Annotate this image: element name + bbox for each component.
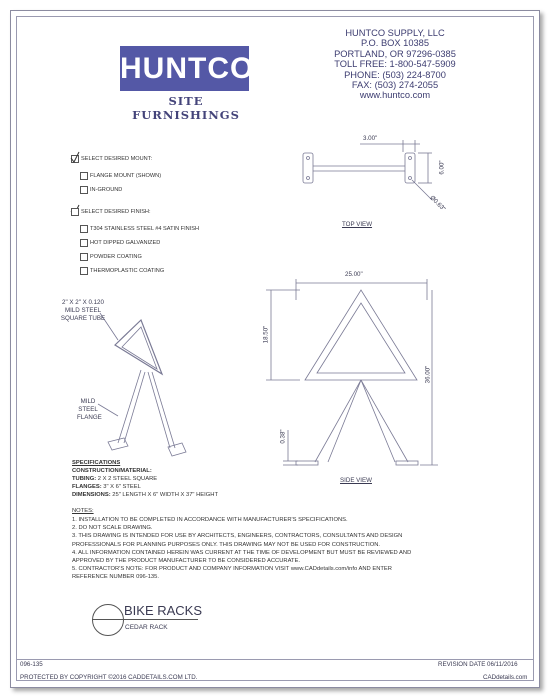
note-line: PROFESSIONALS FOR PLANNING PURPOSES ONLY. THIS DRAWING MAY NOT BE USED FOR CONSTRUCTION.: [72, 541, 381, 548]
title-underline: [122, 619, 198, 620]
drawing-subtitle: CEDAR RACK: [125, 624, 168, 631]
drawing-reference: 096-135: [20, 661, 43, 668]
spec-value: 3" X 6" STEEL: [103, 484, 141, 490]
company-pobox: P.O. BOX 10385: [360, 38, 430, 49]
company-city: PORTLAND, OR 97296-0385: [334, 48, 456, 59]
mount-heading: SELECT DESIRED MOUNT:: [81, 156, 153, 162]
top-view-width-dim: 3.00": [363, 135, 378, 142]
finish-heading: SELECT DESIRED FINISH:: [81, 209, 151, 215]
flange-callout-line: MILD: [80, 398, 96, 405]
mount-option-label: IN-GROUND: [90, 187, 123, 193]
spec-key: DIMENSIONS:: [72, 492, 111, 498]
top-view-drawing: [303, 140, 432, 200]
spec-flanges: [72, 483, 141, 491]
company-fax: FAX: (503) 274-2055: [351, 80, 439, 91]
side-view-width-dim: 25.00": [345, 271, 363, 278]
top-view-depth-dim: 6.00": [438, 160, 446, 175]
company-tollfree: TOLL FREE: 1-800-547-5909: [334, 59, 456, 70]
side-view-label: SIDE VIEW: [340, 477, 372, 484]
tube-callout-line: MILD STEEL: [64, 307, 102, 314]
copyright-notice: PROTECTED BY COPYRIGHT ©2016 CADDETAILS.COM LTD.: [20, 674, 198, 681]
top-view-hole-dim: Ø0.63": [428, 194, 447, 213]
mount-option-label: FLANGE MOUNT (SHOWN): [90, 173, 162, 179]
title-symbol-divider: [92, 619, 122, 620]
drawing-title: BIKE RACKS: [124, 603, 203, 618]
specs-heading: SPECIFICATIONS: [72, 460, 121, 466]
side-view-triangle-dim: 18.50": [262, 325, 270, 344]
side-view-drawing: [266, 279, 438, 465]
notes-list: [72, 516, 411, 582]
footer-divider: [16, 659, 534, 660]
spec-value: 25" LENGTH X 6" WIDTH X 37" HEIGHT: [112, 492, 218, 498]
revision-date: REVISION DATE 06/11/2016: [438, 661, 518, 668]
note-line: REFERENCE NUMBER 096-135.: [72, 574, 159, 581]
spec-tubing: [72, 475, 157, 483]
note-line: 4. ALL INFORMATION CONTAINED HEREIN WAS CURRENT AT THE TIME OF DEVELOPMENT BUT MUST BE REVIEWED AND: [72, 549, 412, 556]
finish-option-label: POWDER COATING: [90, 254, 142, 260]
caddetails-link[interactable]: CADdetails.com: [483, 674, 528, 681]
spec-key: TUBING:: [72, 476, 97, 482]
tube-callout-line: SQUARE TUBE: [60, 315, 106, 322]
spec-dimensions: [72, 491, 218, 499]
note-line: 1. INSTALLATION TO BE COMPLETED IN ACCORDANCE WITH MANUFACTURER'S SPECIFICATIONS.: [72, 517, 348, 523]
company-phone: PHONE: (503) 224-8700: [344, 69, 446, 80]
flange-callout-line: FLANGE: [77, 414, 102, 421]
side-view-flange-dim: 0.38": [279, 429, 287, 444]
specs-subheading: CONSTRUCTION/MATERIAL:: [72, 468, 152, 474]
company-name: HUNTCO SUPPLY, LLC: [345, 28, 445, 38]
logo-tagline: SITE FURNISHINGS: [132, 94, 240, 122]
logo-text: HUNTCO: [120, 52, 255, 85]
finish-option-label: HOT DIPPED GALVANIZED: [90, 240, 161, 246]
spec-value: 2 X 2 STEEL SQUARE: [97, 476, 158, 482]
company-website[interactable]: www.huntco.com: [359, 90, 431, 101]
tube-callout: [58, 299, 108, 323]
finish-option-label: THERMOPLASTIC COATING: [90, 268, 165, 274]
spec-key: FLANGES:: [72, 484, 102, 490]
note-line: 3. THIS DRAWING IS INTENDED FOR USE BY ARCHITECTS, ENGINEERS, CONTRACTORS, CONSULTANTS AND DESIGN: [72, 533, 403, 540]
note-line: APPROVED BY THE PRODUCT MANUFACTURER TO BE CONSIDERED ACCURATE.: [72, 558, 301, 565]
isometric-drawing: [98, 313, 186, 456]
flange-callout: [77, 398, 102, 422]
note-line: 5. CONTRACTOR'S NOTE: FOR PRODUCT AND COMPANY INFORMATION VISIT www.CADdetails.com/info AND ENTER: [72, 566, 392, 573]
title-symbol: [92, 604, 124, 636]
tube-callout-line: 2" X 2" X 0.120: [62, 299, 104, 306]
flange-callout-line: STEEL: [78, 406, 98, 413]
finish-option-label: T304 STAINLESS STEEL #4 SATIN FINISH: [90, 226, 200, 232]
notes-heading: NOTES:: [72, 508, 94, 514]
side-view-height-dim: 36.00": [424, 365, 432, 384]
top-view-label: TOP VIEW: [342, 221, 373, 228]
note-line: 2. DO NOT SCALE DRAWING.: [72, 525, 153, 532]
